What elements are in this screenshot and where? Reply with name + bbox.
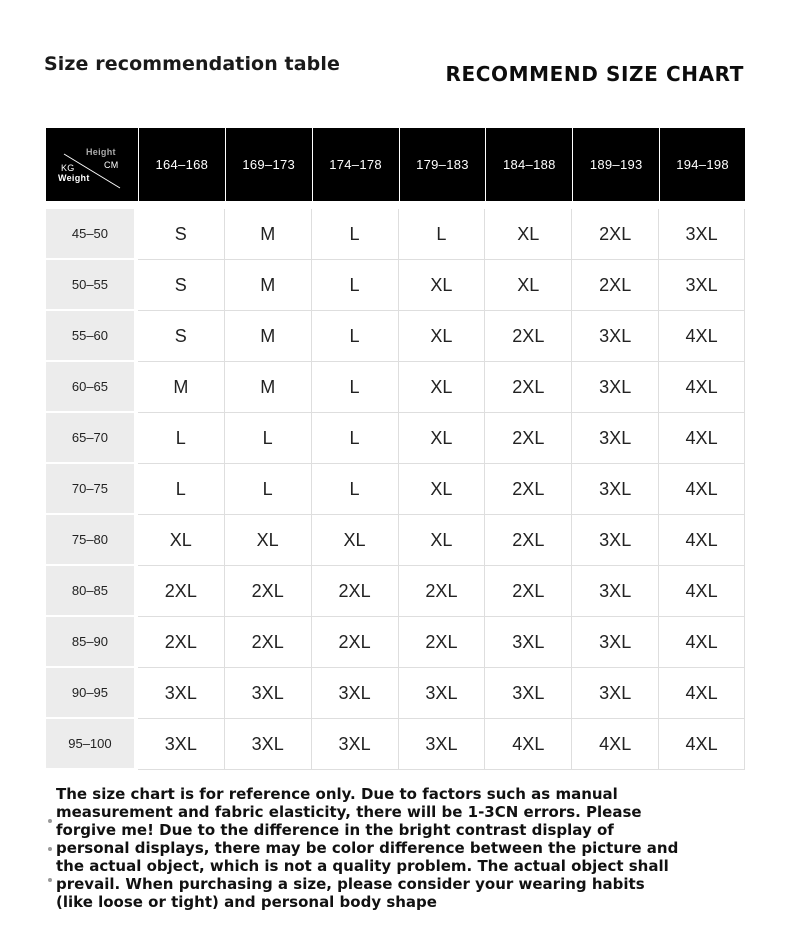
weight-cell: 85–90 <box>46 617 138 668</box>
size-cell: 2XL <box>485 464 572 515</box>
table-row <box>46 617 745 668</box>
size-cell: 3XL <box>572 464 659 515</box>
size-cell: 3XL <box>399 668 486 719</box>
size-cell: L <box>312 209 399 260</box>
weight-cell: 90–95 <box>46 668 138 719</box>
size-cell: XL <box>399 311 486 362</box>
height-header-cell: 194–198 <box>659 128 745 201</box>
bullet-dot-icon <box>48 847 52 851</box>
size-cell: 4XL <box>659 617 745 668</box>
size-cell: 4XL <box>659 464 745 515</box>
size-cell: M <box>225 362 312 413</box>
size-cell: M <box>225 260 312 311</box>
table-header <box>46 128 745 201</box>
size-cell: L <box>312 260 399 311</box>
size-cell: 2XL <box>572 209 659 260</box>
size-table-body <box>46 209 745 770</box>
size-cell: 2XL <box>399 617 486 668</box>
size-cell: 3XL <box>572 362 659 413</box>
table-row <box>46 566 745 617</box>
size-cell: L <box>138 413 225 464</box>
size-cell: M <box>225 209 312 260</box>
height-header-cell: 189–193 <box>572 128 659 201</box>
size-cell: 3XL <box>572 515 659 566</box>
size-cell: 2XL <box>572 260 659 311</box>
size-cell: M <box>225 311 312 362</box>
size-cell: L <box>312 311 399 362</box>
size-cell: 3XL <box>225 668 312 719</box>
height-header-cell: 169–173 <box>225 128 312 201</box>
weight-cell: 70–75 <box>46 464 138 515</box>
size-cell: 2XL <box>225 617 312 668</box>
size-cell: 2XL <box>485 413 572 464</box>
size-cell: L <box>312 362 399 413</box>
header-corner-cell <box>46 128 138 201</box>
table-row <box>46 362 745 413</box>
size-cell: 3XL <box>485 617 572 668</box>
size-cell: 3XL <box>659 209 745 260</box>
cm-label: CM <box>104 160 119 170</box>
size-cell: 3XL <box>399 719 486 770</box>
size-cell: XL <box>399 464 486 515</box>
height-header-cell: 164–168 <box>138 128 225 201</box>
weight-cell: 75–80 <box>46 515 138 566</box>
size-cell: L <box>399 209 486 260</box>
size-cell: L <box>312 413 399 464</box>
size-cell: 2XL <box>485 515 572 566</box>
size-cell: 3XL <box>138 668 225 719</box>
weight-cell: 80–85 <box>46 566 138 617</box>
size-cell: 4XL <box>659 566 745 617</box>
size-cell: 3XL <box>572 566 659 617</box>
size-cell: 2XL <box>485 311 572 362</box>
size-cell: 2XL <box>138 617 225 668</box>
size-cell: 3XL <box>572 668 659 719</box>
size-cell: M <box>138 362 225 413</box>
size-cell: 4XL <box>659 362 745 413</box>
size-cell: XL <box>485 260 572 311</box>
height-header-cell: 174–178 <box>312 128 399 201</box>
table-row <box>46 464 745 515</box>
size-cell: 3XL <box>485 668 572 719</box>
weight-cell: 55–60 <box>46 311 138 362</box>
size-cell: 4XL <box>659 668 745 719</box>
size-cell: L <box>312 464 399 515</box>
weight-cell: 45–50 <box>46 209 138 260</box>
height-label: Height <box>86 147 116 157</box>
table-row <box>46 515 745 566</box>
size-cell: 4XL <box>659 515 745 566</box>
size-cell: XL <box>485 209 572 260</box>
height-header-cell: 179–183 <box>399 128 486 201</box>
weight-cell: 95–100 <box>46 719 138 770</box>
table-row <box>46 413 745 464</box>
size-cell: L <box>138 464 225 515</box>
size-cell: 3XL <box>659 260 745 311</box>
size-cell: 2XL <box>138 566 225 617</box>
size-cell: 2XL <box>312 617 399 668</box>
size-cell: 3XL <box>572 617 659 668</box>
size-cell: L <box>225 413 312 464</box>
chart-heading: RECOMMEND SIZE CHART <box>445 62 744 86</box>
table-row <box>46 311 745 362</box>
size-cell: S <box>138 209 225 260</box>
size-cell: 3XL <box>225 719 312 770</box>
table-row <box>46 209 745 260</box>
size-cell: XL <box>225 515 312 566</box>
size-cell: S <box>138 311 225 362</box>
size-cell: XL <box>399 413 486 464</box>
size-cell: 2XL <box>485 362 572 413</box>
table-row <box>46 719 745 770</box>
size-cell: XL <box>399 260 486 311</box>
size-cell: 4XL <box>572 719 659 770</box>
size-cell: 3XL <box>572 311 659 362</box>
kg-label: KG <box>61 163 75 173</box>
size-cell: 2XL <box>485 566 572 617</box>
size-cell: 4XL <box>659 413 745 464</box>
table-row <box>46 260 745 311</box>
weight-cell: 50–55 <box>46 260 138 311</box>
size-cell: L <box>225 464 312 515</box>
size-cell: XL <box>312 515 399 566</box>
size-cell: 4XL <box>485 719 572 770</box>
size-cell: 2XL <box>399 566 486 617</box>
size-cell: XL <box>138 515 225 566</box>
size-cell: 3XL <box>312 668 399 719</box>
weight-cell: 60–65 <box>46 362 138 413</box>
size-cell: XL <box>399 362 486 413</box>
weight-cell: 65–70 <box>46 413 138 464</box>
page-title: Size recommendation table <box>44 53 340 75</box>
bullet-dot-icon <box>48 878 52 882</box>
size-cell: 3XL <box>312 719 399 770</box>
size-cell: 3XL <box>138 719 225 770</box>
size-cell: S <box>138 260 225 311</box>
size-cell: 4XL <box>659 719 745 770</box>
weight-label: Weight <box>58 173 90 183</box>
size-cell: 2XL <box>225 566 312 617</box>
bullet-dot-icon <box>48 819 52 823</box>
size-cell: XL <box>399 515 486 566</box>
height-header-cell: 184–188 <box>485 128 572 201</box>
size-cell: 4XL <box>659 311 745 362</box>
size-cell: 2XL <box>312 566 399 617</box>
disclaimer-text: The size chart is for reference only. Due to factors such as manual measurement and fabric elasticity, there will be 1-3CN errors. Please forgive me! Due to the difference in the bright contrast display of personal displays, there may be color difference between the picture and the actual object, which is not a quality problem. The actual object shall prevail. When purchasing a size, please consider your wearing habits (like loose or tight) and personal body shape <box>56 785 679 911</box>
table-row <box>46 668 745 719</box>
size-cell: 3XL <box>572 413 659 464</box>
